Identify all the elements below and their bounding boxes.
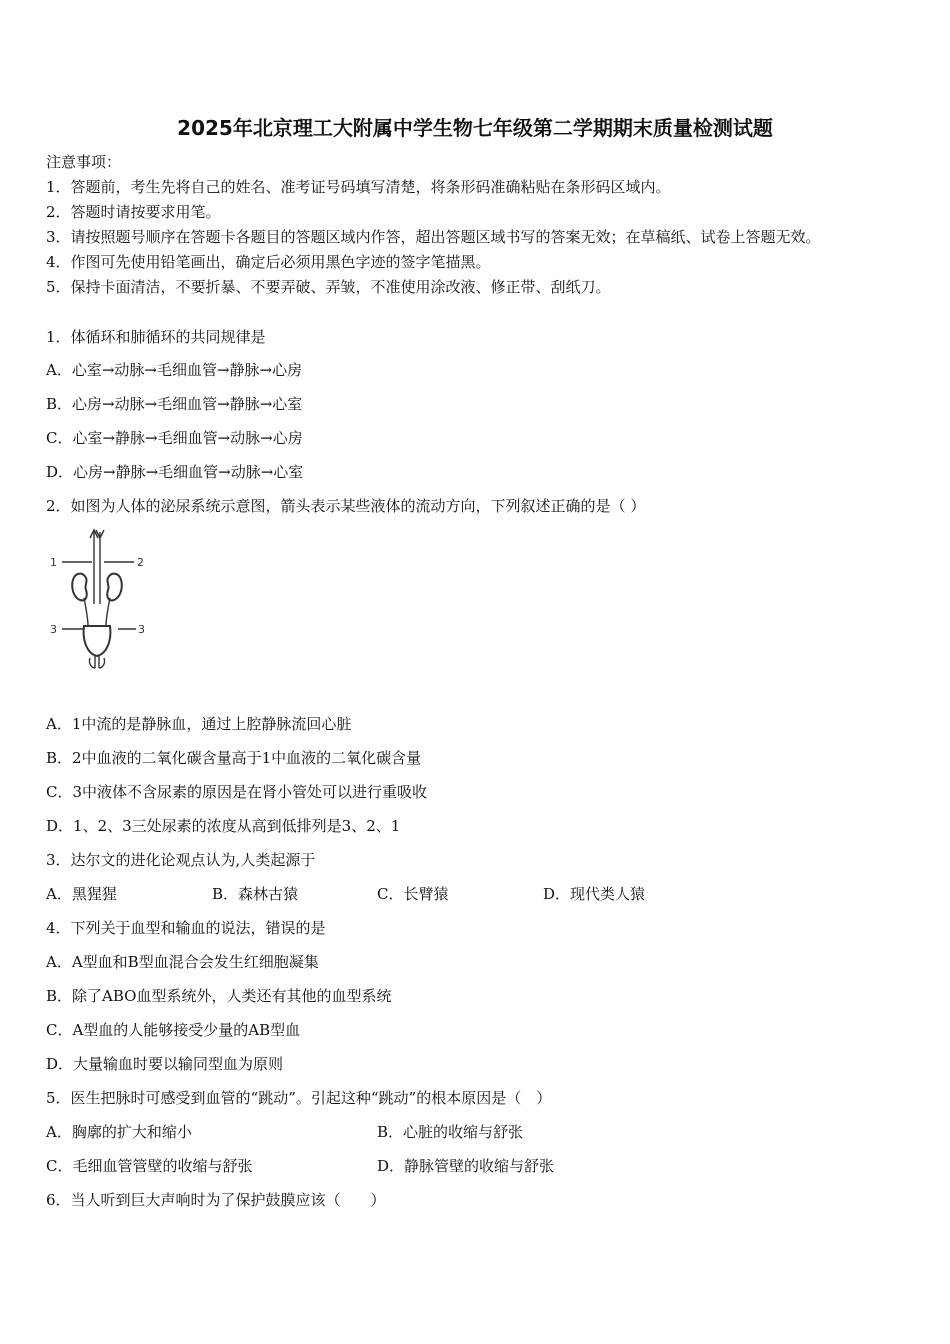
- question-3-option-a: A．黑猩猩: [46, 885, 117, 903]
- question-5-option-a: A．胸廓的扩大和缩小: [46, 1123, 192, 1141]
- question-1-option-d: D．心房→静脉→毛细血管→动脉→心室: [46, 463, 304, 481]
- notice-item: 4．作图可先使用铅笔画出，确定后必须用黑色字迹的签字笔描黑。: [46, 253, 491, 271]
- question-1-option-a: A．心室→动脉→毛细血管→静脉→心房: [46, 361, 303, 379]
- question-1-stem: 1．体循环和肺循环的共同规律是: [46, 328, 266, 346]
- question-2-option-b: B．2中血液的二氧化碳含量高于1中血液的二氧化碳含量: [46, 749, 422, 767]
- notice-item: 5．保持卡面清洁，不要折暴、不要弄破、弄皱，不准使用涂改液、修正带、刮纸刀。: [46, 278, 611, 296]
- question-4-stem: 4．下列关于血型和输血的说法，错误的是: [46, 919, 326, 937]
- question-1-option-b: B．心房→动脉→毛细血管→静脉→心室: [46, 395, 303, 413]
- question-4-option-a: A．A型血和B型血混合会发生红细胞凝集: [46, 953, 319, 971]
- question-3-option-b: B．森林古猿: [212, 885, 299, 903]
- question-1-option-c: C．心室→静脉→毛细血管→动脉→心房: [46, 429, 303, 447]
- question-2-option-a: A．1中流的是静脉血，通过上腔静脉流回心脏: [46, 715, 352, 733]
- question-5-option-c: C．毛细血管管壁的收缩与舒张: [46, 1157, 253, 1175]
- question-2-option-d: D．1、2、3三处尿素的浓度从高到低排列是3、2、1: [46, 817, 401, 835]
- diagram-label-1: 1: [50, 556, 57, 569]
- urinary-system-diagram: [48, 522, 158, 674]
- question-4-option-b: B．除了ABO血型系统外，人类还有其他的血型系统: [46, 987, 392, 1005]
- diagram-label-3-left: 3: [50, 623, 57, 636]
- question-2-option-c: C．3中液体不含尿素的原因是在肾小管处可以进行重吸收: [46, 783, 428, 801]
- question-5-stem: 5．医生把脉时可感受到血管的“跳动”。引起这种“跳动”的根本原因是（ ）: [46, 1089, 552, 1107]
- question-2-stem: 2．如图为人体的泌尿系统示意图，箭头表示某些液体的流动方向，下列叙述正确的是（ ）: [46, 497, 646, 515]
- notice-item: 3．请按照题号顺序在答题卡各题目的答题区域内作答，超出答题区域书写的答案无效；在草稿纸、试卷上答题无效。: [46, 228, 821, 246]
- notice-heading: 注意事项：: [46, 153, 122, 171]
- question-3-stem: 3．达尔文的进化论观点认为,人类起源于: [46, 851, 316, 869]
- diagram-label-2: 2: [137, 556, 144, 569]
- question-5-option-d: D．静脉管壁的收缩与舒张: [377, 1157, 555, 1175]
- question-4-option-c: C．A型血的人能够接受少量的AB型血: [46, 1021, 301, 1039]
- question-6-stem: 6．当人听到巨大声响时为了保护鼓膜应该（ ）: [46, 1191, 386, 1209]
- question-3-option-d: D．现代类人猿: [543, 885, 646, 903]
- diagram-label-3-right: 3: [138, 623, 145, 636]
- question-3-option-c: C．长臂猿: [377, 885, 449, 903]
- question-4-option-d: D．大量输血时要以输同型血为原则: [46, 1055, 284, 1073]
- notice-item: 1．答题前，考生先将自己的姓名、准考证号码填写清楚，将条形码准确粘贴在条形码区域内。: [46, 178, 671, 196]
- notice-item: 2．答题时请按要求用笔。: [46, 203, 221, 221]
- question-5-option-b: B．心脏的收缩与舒张: [377, 1123, 524, 1141]
- page-title: 2025年北京理工大附属中学生物七年级第二学期期末质量检测试题: [177, 116, 773, 140]
